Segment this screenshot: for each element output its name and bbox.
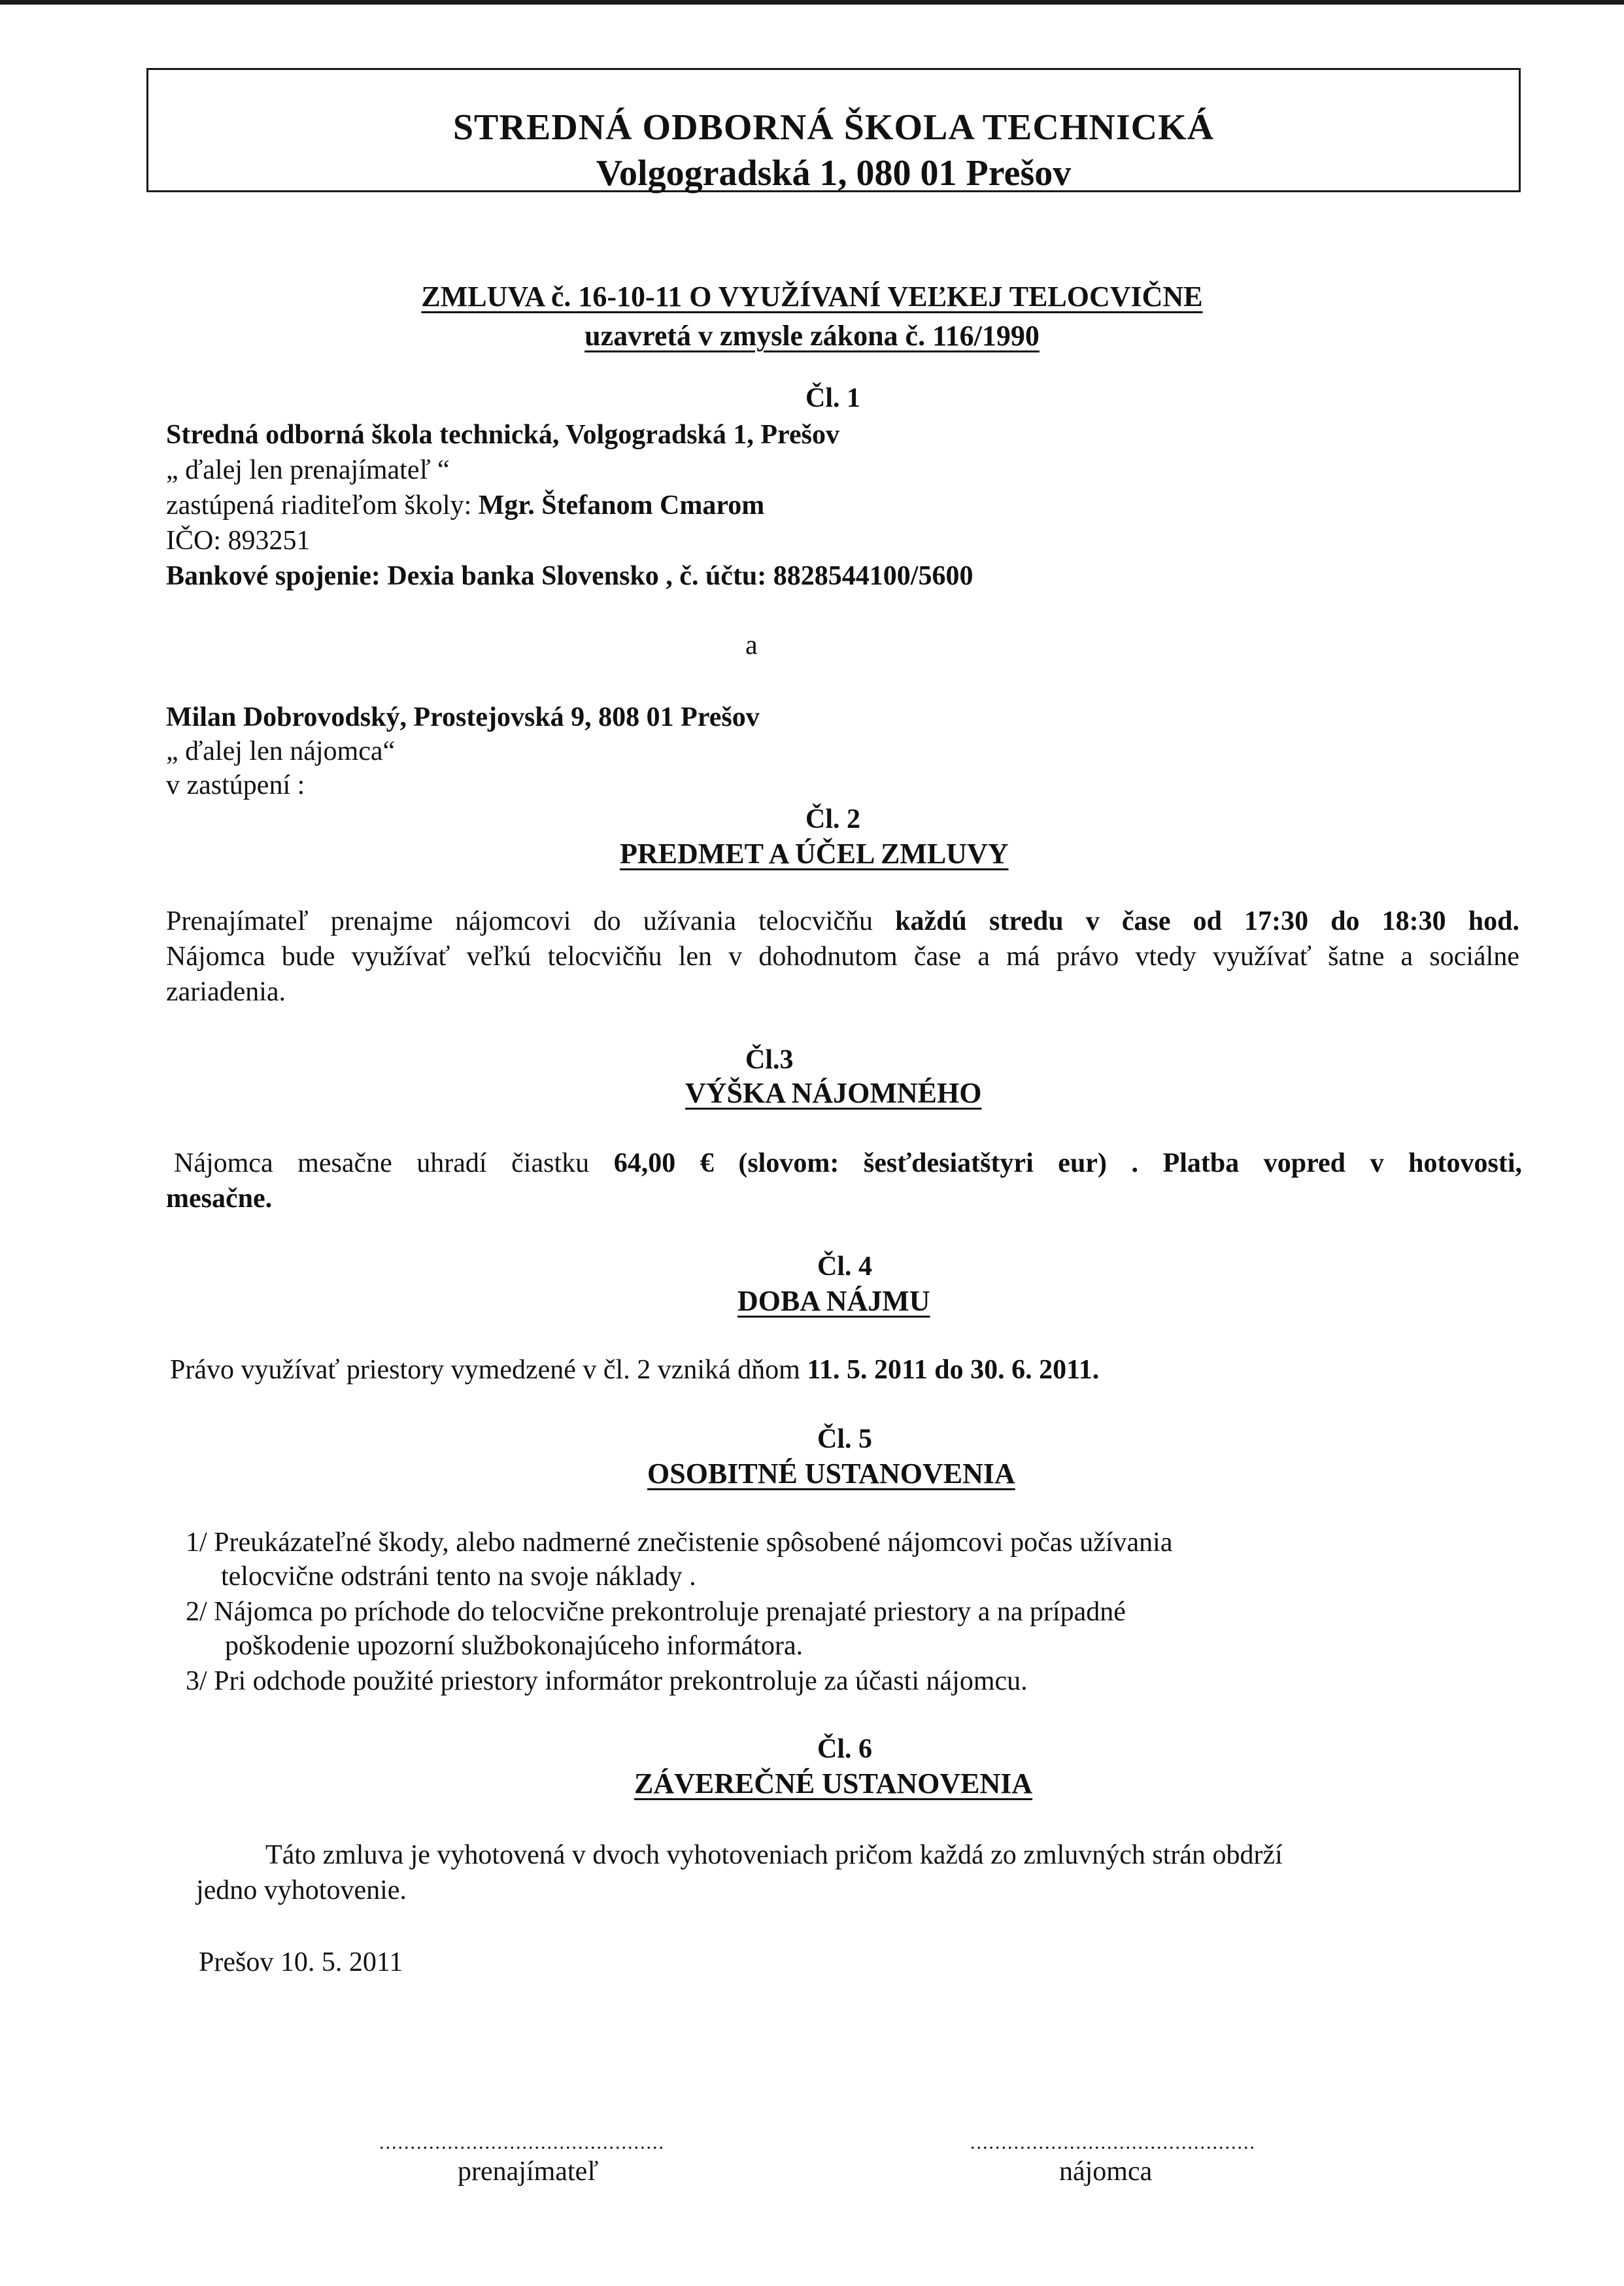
school-header-box [146,68,1521,192]
contract-subtitle: uzavretá v zmysle zákona č. 116/1990 [584,320,1040,352]
art3-amount: 64,00 € (slovom: šesťdesiatštyri eur) . Platba vopred v hotovosti, [613,1148,1523,1178]
art5-item2-line1: 2/ Nájomca po príchode do telocvične prekontroluje prenajaté priestory a na prípadné [186,1597,1126,1627]
art2-line1-text: Prenajímateľ prenajme nájomcovi do užívania telocvičňu [166,906,873,936]
art2-heading: Čl. 2 [805,804,860,834]
tenant-alias: „ ďalej len nájomca“ [166,736,396,766]
art4-line [170,1356,1099,1384]
art4-line-text: Právo využívať priestory vymedzené v čl. 2 vzniká dňom [170,1355,800,1385]
landlord-signature-line: .............................................. [379,2132,665,2153]
art4-heading: Čl. 4 [817,1252,872,1282]
place-date: Prešov 10. 5. 2011 [199,1947,403,1977]
art2-schedule: každú stredu v čase od 17:30 do 18:30 hod. [895,906,1520,936]
top-border-rule [0,0,1624,5]
school-address: Volgogradská 1, 080 01 Prešov [596,153,1072,194]
landlord-representative [166,492,764,519]
art6-heading: Čl. 6 [817,1734,872,1764]
conjunction-and: a [745,630,758,660]
art2-title: PREDMET A ÚČEL ZMLUVY [620,838,1009,870]
school-name: STREDNÁ ODBORNÁ ŠKOLA TECHNICKÁ [452,107,1215,148]
landlord-signature-label: prenajímateľ [458,2157,599,2187]
tenant-signature-line: .............................................. [970,2132,1256,2153]
art6-line2: jedno vyhotovenie. [196,1875,407,1905]
art5-item1-line1: 1/ Preukázateľné škody, alebo nadmerné znečistenie spôsobené nájomcovi počas užívania [186,1527,1173,1558]
tenant-representative: v zastúpení : [166,770,305,800]
art3-title: VÝŠKA NÁJOMNÉHO [685,1077,982,1109]
art3-line1-text: Nájomca mesačne uhradí čiastku [174,1148,590,1178]
represented-by-prefix: zastúpená riaditeľom školy: [166,490,479,520]
art6-line1: Táto zmluva je vyhotovená v dvoch vyhotoveniach pričom každá zo zmluvných strán obdrží [265,1840,1283,1870]
art4-title: DOBA NÁJMU [737,1285,930,1317]
landlord-alias: „ ďalej len prenajímateľ “ [166,455,450,485]
art2-line1 [166,908,1519,935]
art2-line3: zariadenia. [166,977,286,1007]
tenant-signature-label: nájomca [1059,2157,1153,2187]
art5-item1-line2: telocvične odstráni tento na svoje náklady . [221,1561,696,1592]
landlord-ico: IČO: 893251 [166,526,311,556]
landlord-name: Stredná odborná škola technická, Volgogradská 1, Prešov [166,420,839,450]
landlord-bank: Bankové spojenie: Dexia banka Slovensko , č. účtu: 8828544100/5600 [166,561,973,591]
tenant-name: Milan Dobrovodský, Prostejovská 9, 808 01 Prešov [166,702,760,732]
contract-title: ZMLUVA č. 16-10-11 O VYUŽÍVANÍ VEĽKEJ TELOCVIČNE [421,281,1203,313]
art5-heading: Čl. 5 [817,1424,872,1454]
art1-heading: Čl. 1 [805,383,860,413]
art2-line2: Nájomca bude využívať veľkú telocvičňu len v dohodnutom čase a má právo vtedy využívať šatne a sociálne [166,942,1519,972]
represented-by-name: Mgr. Štefanom Cmarom [478,490,765,520]
art3-line2: mesačne. [166,1184,273,1214]
art6-title: ZÁVEREČNÉ USTANOVENIA [634,1767,1033,1800]
art3-line1 [174,1150,1522,1177]
art5-item2-line2: poškodenie upozorní službokonajúceho informátora. [225,1631,804,1661]
art4-dates: 11. 5. 2011 do 30. 6. 2011. [807,1355,1100,1385]
art5-item3-line1: 3/ Pri odchode použité priestory informátor prekontroluje za účasti nájomcu. [186,1666,1028,1696]
art5-title: OSOBITNÉ USTANOVENIA [647,1458,1015,1490]
art3-heading: Čl.3 [745,1045,794,1075]
